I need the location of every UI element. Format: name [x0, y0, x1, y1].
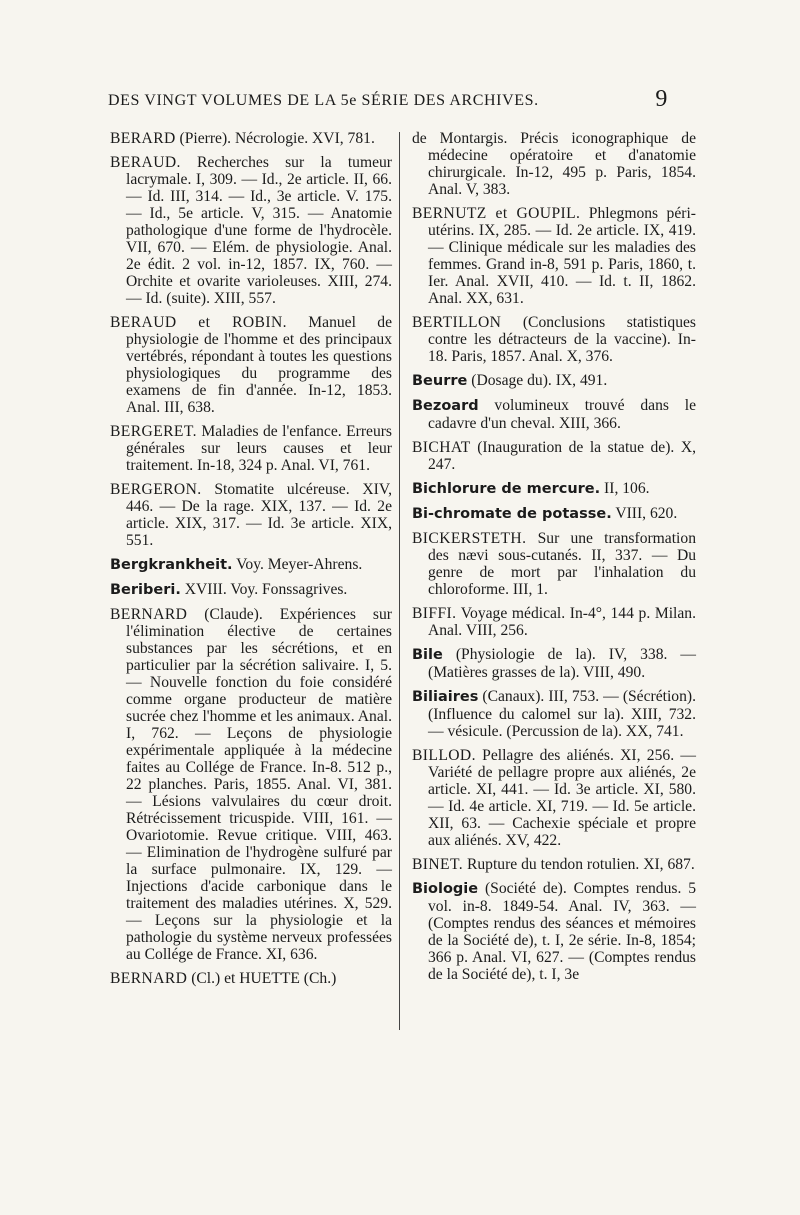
index-entry [412, 747, 696, 849]
index-entry [412, 205, 696, 307]
left-column [110, 130, 392, 994]
entry-text: (Dosage du). IX, 491. [467, 372, 608, 389]
page-number: 9 [655, 86, 668, 112]
entry-headword: Bergkrankheit. [110, 557, 233, 573]
entry-text: (Claude). Expériences sur l'élimination élective de certaines substances par les sécrétions, et en particulier par la sécrétion salivaire. I, 5. — Nouvelle fonction du foie considéré comme organe producteur de matière sucrée chez l'homme et les animaux. Anal. I, 762. — Leçons de physiologie expérimentale appliquée à la médecine faites au Collége de France. In-8. 512 p., 22 planches. Paris, 1855. Anal. VI, 381. — Lésions valvulaires du cœur droit. Rétrécissement tricuspide. VIII, 161. — Ovariotomie. Revue critique. VIII, 463. — Elimination de l'hydrogène sulfuré par la surface pulmonaire. IX, 129. — Injections d'acide carbonique dans le traitement des maladies utérines. X, 529. — Leçons sur la physiologie et la pathologie du système nerveux professées au Collége de France. XI, 636. [126, 606, 392, 963]
entry-headword: Bile [412, 647, 443, 663]
index-entry [412, 646, 696, 681]
right-column [412, 130, 696, 990]
index-entry [110, 423, 392, 474]
index-entry [412, 372, 696, 390]
running-header [108, 86, 708, 112]
entry-headword: BERNUTZ et GOUPIL. [412, 205, 581, 222]
entry-text: Manuel de physiologie de l'homme et des principaux vertébrés, répondant à toutes les questions physiologiques du programme des examens de fin d'année. In-12, 1853. Anal. III, 638. [126, 314, 393, 416]
entry-text: Recherches sur la tumeur lacrymale. I, 309. — Id., 2e article. II, 66. — Id. III, 314. — Id., 3e article. V. 175. — Id., 5e article. V, 315. — Anatomie pathologique d'une forme de l'hydrocèle. VII, 670. — Elém. de physiologie. Anal. 2e édit. 2 vol. in-12, 1857. IX, 760. — Orchite et ovarite varioleuses. XIII, 274. — Id. (suite). XIII, 557. [126, 154, 392, 307]
entry-text: VIII, 620. [611, 505, 678, 522]
entry-text: (Cl.) et HUETTE (Ch.) [187, 970, 337, 987]
entry-headword: Bezoard [412, 398, 479, 414]
entry-headword: BERARD [110, 130, 176, 147]
entry-headword: BERAUD. [110, 154, 181, 171]
entry-headword: BINET. [412, 856, 464, 873]
index-entry [412, 880, 696, 983]
index-entry [412, 605, 696, 639]
index-entry [110, 154, 392, 307]
entry-text: Rupture du tendon rotulien. XI, 687. [463, 856, 695, 873]
index-entry [110, 556, 392, 574]
entry-text: Stomatite ulcéreuse. XIV, 446. — De la rage. XIX, 137. — Id. 2e article. XIX, 317. — Id. 3e article. XIX, 551. [126, 481, 392, 549]
index-entry [412, 530, 696, 598]
index-entry [412, 505, 696, 523]
entry-text: XVIII. Voy. Fonssagrives. [180, 581, 348, 598]
entry-text: Sur une transformation des nævi sous-cutanés. II, 337. — Du genre de mort par l'inhalation du chloroforme. III, 1. [428, 530, 696, 598]
entry-headword: BICKERSTETH. [412, 530, 527, 547]
entry-headword: Bi-chromate de potasse. [412, 506, 612, 522]
entry-headword: Beriberi. [110, 582, 181, 598]
index-entry [110, 606, 392, 963]
entry-headword: BERAUD et ROBIN. [110, 314, 287, 331]
entry-headword: BERNARD [110, 970, 188, 987]
index-entry [412, 130, 696, 198]
index-entry [412, 439, 696, 473]
index-entry [412, 397, 696, 432]
index-entry [412, 314, 696, 365]
entry-headword: Biologie [412, 881, 479, 897]
index-entry [110, 581, 392, 599]
entry-text: (Inauguration de la statue de). X, 247. [428, 439, 696, 473]
entry-text: (Conclusions statistiques contre les détracteurs de la vaccine). In-18. Paris, 1857. Anal. X, 376. [428, 314, 696, 365]
entry-headword: Biliaires [412, 689, 479, 705]
entry-text: (Pierre). Nécrologie. XVI, 781. [175, 130, 375, 147]
entry-headword: Bichlorure de mercure. [412, 481, 601, 497]
entry-text: Voyage médical. In-4°, 144 p. Milan. Anal. VIII, 256. [428, 605, 696, 639]
entry-headword: BERNARD [110, 606, 188, 623]
entry-text: de Montargis. Précis iconographique de médecine opératoire et d'anatomie chirurgicale. In-12, 495 p. Paris, 1854. Anal. V, 383. [412, 130, 696, 198]
entry-text: (Canaux). III, 753. — (Sécrétion). (Influence du calomel sur la). XIII, 732. — vésicule. (Percussion de la). XX, 741. [428, 688, 696, 740]
entry-headword: BICHAT [412, 439, 471, 456]
entry-headword: BIFFI. [412, 605, 457, 622]
entry-headword: Beurre [412, 373, 468, 389]
index-entry [412, 480, 696, 498]
index-entry [110, 314, 392, 416]
entry-text: (Société de). Comptes rendus. 5 vol. in-8. 1849-54. Anal. IV, 363. — (Comptes rendus des séances et mémoires de la Société de), t. I, 2e série. In-8, 1854; 366 p. Anal. VI, 627. — (Comptes rendus de la Société de), t. I, 3e [428, 880, 696, 983]
running-head: DES VINGT VOLUMES DE LA 5e SÉRIE DES ARCHIVES. [108, 92, 539, 109]
column-divider [399, 132, 400, 1030]
entry-text: Maladies de l'enfance. Erreurs générales sur leurs causes et leur traitement. In-18, 324 p. Anal. VI, 761. [126, 423, 392, 474]
index-entry [110, 481, 392, 549]
index-entry [110, 130, 392, 147]
entry-headword: BERGERET. [110, 423, 197, 440]
entry-text: (Physiologie de la). IV, 338. — (Matières grasses de la). VIII, 490. [428, 646, 696, 681]
entry-text: Phlegmons péri-utérins. IX, 285. — Id. 2e article. IX, 419. — Clinique médicale sur les maladies des femmes. Grand in-8, 591 p. Paris, 1860, t. Ier. Anal. XVII, 410. — Id. t. II, 1862. Anal. XX, 631. [428, 205, 696, 307]
entry-text: volumineux trouvé dans le cadavre d'un cheval. XIII, 366. [428, 397, 696, 432]
entry-text: Pellagre des aliénés. XI, 256. — Variété de pellagre propre aux aliénés, 2e article. XI, 441. — Id. 3e article. XI, 580. — Id. 4e article. XI, 719. — Id. 5e article. XII, 63. — Cachexie spéciale et propre aux aliénés. XV, 422. [428, 747, 696, 849]
index-entry [412, 856, 696, 873]
index-entry [412, 688, 696, 740]
entry-headword: BILLOD. [412, 747, 476, 764]
entry-headword: BERGERON. [110, 481, 202, 498]
index-entry [110, 970, 392, 987]
entry-text: Voy. Meyer-Ahrens. [232, 556, 363, 573]
entry-text: II, 106. [600, 480, 650, 497]
entry-headword: BERTILLON [412, 314, 502, 331]
